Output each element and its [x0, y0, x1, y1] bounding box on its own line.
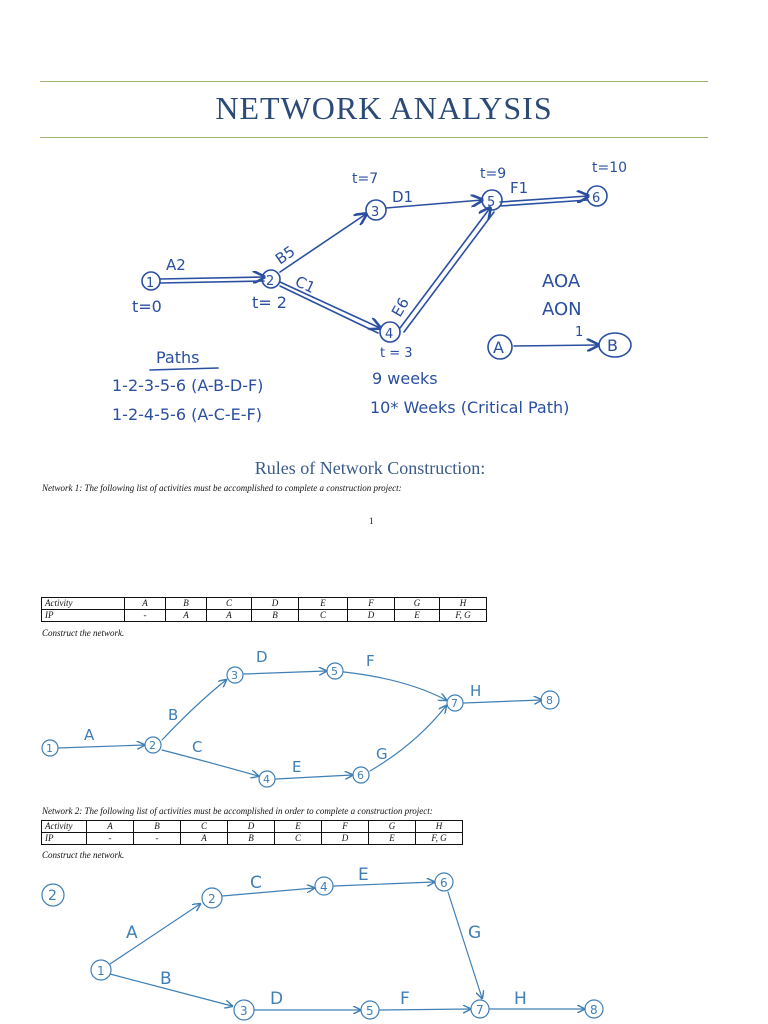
node-1-label: 1 [146, 276, 155, 291]
table-cell: C [299, 610, 348, 622]
table-cell: A [125, 598, 166, 610]
network-analysis-sketch [0, 150, 768, 450]
time-label-node-3: t=7 [352, 171, 379, 187]
n1-node-6-label: 6 [357, 769, 364, 782]
node-5-label: 5 [487, 195, 496, 210]
section-heading: Rules of Network Construction: [254, 458, 486, 478]
aon-arrow [514, 345, 598, 346]
table-cell: A [207, 610, 252, 622]
n1-edge-d [244, 671, 326, 674]
n1-node-8-label: 8 [546, 694, 553, 707]
n1-node-7-label: 7 [451, 697, 458, 710]
n2-edge-d-label: D [270, 989, 284, 1009]
edge-a [160, 277, 264, 279]
table-cell: E [299, 598, 348, 610]
path-1-route: 1-2-3-5-6 (A-B-D-F) [112, 376, 264, 395]
edge-b-label: B5 [271, 242, 299, 269]
edge-e [400, 208, 490, 328]
n1-node-4-label: 4 [263, 773, 270, 786]
n2-edge-e-label: E [358, 865, 369, 885]
paths-underline [150, 368, 218, 370]
table-cell: - [87, 833, 134, 845]
table-cell: C [181, 821, 228, 833]
n2-node-2-label: 2 [208, 892, 216, 906]
table-cell: B [166, 598, 207, 610]
edge-f-label: F1 [510, 179, 529, 197]
legend-aon: AON [542, 299, 582, 320]
n2-node-8-label: 8 [590, 1003, 598, 1017]
table-cell: B [134, 821, 181, 833]
table-cell: E [275, 821, 322, 833]
n1-edge-g-label: G [376, 745, 388, 763]
node-4-label: 4 [385, 327, 394, 342]
n2-edge-a-label: A [126, 923, 138, 943]
n2-edge-f [380, 1009, 470, 1010]
n2-edge-e [334, 882, 434, 886]
legend-aoa: AOA [542, 271, 581, 292]
network-2-intro: Network 2: The following list of activities must be accomplished in order to complete a construction project: [42, 806, 433, 816]
table-cell: F, G [416, 833, 463, 845]
network-2-table [41, 820, 463, 845]
n2-node-6-label: 6 [440, 876, 448, 890]
n1-edge-f [344, 672, 446, 700]
table-cell: G [369, 821, 416, 833]
title-bottom-rule [40, 137, 708, 138]
table-cell: B [228, 833, 275, 845]
node-2-label: 2 [266, 274, 275, 289]
table-cell: A [166, 610, 207, 622]
network-1-instruction: Construct the network. [42, 628, 125, 638]
table-cell: C [207, 598, 252, 610]
n1-node-2-label: 2 [149, 739, 156, 752]
n1-edge-c [162, 750, 258, 776]
path-1-duration: 9 weeks [372, 369, 438, 388]
network-1-diagram [36, 644, 576, 794]
network-1-intro: Network 1: The following list of activities must be accomplished to complete a construction project: [42, 483, 402, 493]
n1-node-5-label: 5 [331, 665, 338, 678]
network-1-table [41, 597, 487, 622]
n2-node-7-label: 7 [476, 1003, 484, 1017]
edge-a-label: A2 [166, 256, 186, 274]
table-cell: B [252, 610, 299, 622]
n1-edge-f-label: F [366, 652, 375, 670]
row-label-activity: Activity [42, 598, 125, 610]
table-cell: D [322, 833, 369, 845]
time-label-node-2: t= 2 [252, 293, 287, 312]
table-row [42, 610, 487, 622]
n2-marker-label: 2 [48, 888, 57, 904]
node-6-label: 6 [592, 191, 601, 206]
edge-c-label: C1 [292, 272, 319, 298]
n1-edge-b-label: B [168, 706, 179, 724]
table-cell: D [228, 821, 275, 833]
table-cell: G [395, 598, 440, 610]
table-cell: E [395, 610, 440, 622]
n2-edge-h-label: H [514, 989, 527, 1009]
n2-edge-b-label: B [160, 969, 172, 989]
n1-node-3-label: 3 [231, 669, 238, 682]
n2-node-1-label: 1 [97, 964, 105, 978]
time-label-node-6: t=10 [592, 160, 628, 176]
edge-e-label: E6 [387, 294, 413, 320]
table-cell: A [87, 821, 134, 833]
aon-node-b-label: B [607, 336, 618, 355]
n2-node-5-label: 5 [366, 1004, 374, 1018]
n1-edge-a-label: A [84, 726, 95, 744]
table-cell: C [275, 833, 322, 845]
node-3-label: 3 [371, 205, 380, 220]
n1-edge-e [276, 775, 352, 779]
n1-edge-h-label: H [470, 682, 482, 700]
row-label-ip: IP [42, 833, 87, 845]
table-cell: E [369, 833, 416, 845]
edge-b [280, 214, 366, 272]
path-2-route: 1-2-4-5-6 (A-C-E-F) [112, 405, 262, 424]
paths-heading: Paths [156, 348, 200, 367]
table-row [42, 821, 463, 833]
network-2-instruction: Construct the network. [42, 850, 125, 860]
table-cell: - [134, 833, 181, 845]
n1-edge-c-label: C [192, 738, 203, 756]
n2-edge-g [448, 892, 482, 998]
n1-edge-d-label: D [256, 648, 268, 666]
n1-edge-a [58, 745, 144, 748]
title-top-rule [40, 81, 708, 82]
row-label-activity: Activity [42, 821, 87, 833]
time-label-node-5: t=9 [480, 166, 507, 182]
table-cell: D [252, 598, 299, 610]
page-title: NETWORK ANALYSIS [215, 90, 553, 126]
n1-edge-h [464, 700, 541, 703]
table-cell: - [125, 610, 166, 622]
n2-edge-a [110, 904, 200, 964]
n2-edge-c-label: C [250, 873, 262, 893]
table-cell: A [181, 833, 228, 845]
time-label-node-4: t = 3 [380, 346, 413, 361]
page-number: 1 [369, 516, 374, 526]
edge-d-label: D1 [392, 188, 414, 206]
table-row [42, 833, 463, 845]
table-cell: D [348, 610, 395, 622]
aon-node-a-label: A [493, 338, 504, 357]
network-2-diagram [36, 864, 616, 1022]
n1-edge-e-label: E [292, 758, 302, 776]
table-cell: F, G [440, 610, 487, 622]
n2-edge-c [222, 888, 314, 896]
path-2-duration: 10* Weeks (Critical Path) [370, 398, 570, 417]
n2-node-4-label: 4 [320, 880, 328, 894]
table-cell: H [416, 821, 463, 833]
table-cell: F [348, 598, 395, 610]
aon-arrow-label: 1 [575, 325, 584, 340]
time-label-node-1: t=0 [132, 297, 162, 316]
table-row [42, 598, 487, 610]
n2-edge-g-label: G [468, 923, 482, 943]
n1-node-1-label: 1 [46, 742, 53, 755]
n2-node-3-label: 3 [240, 1004, 248, 1018]
n2-edge-f-label: F [400, 989, 410, 1009]
table-cell: F [322, 821, 369, 833]
row-label-ip: IP [42, 610, 125, 622]
table-cell: H [440, 598, 487, 610]
